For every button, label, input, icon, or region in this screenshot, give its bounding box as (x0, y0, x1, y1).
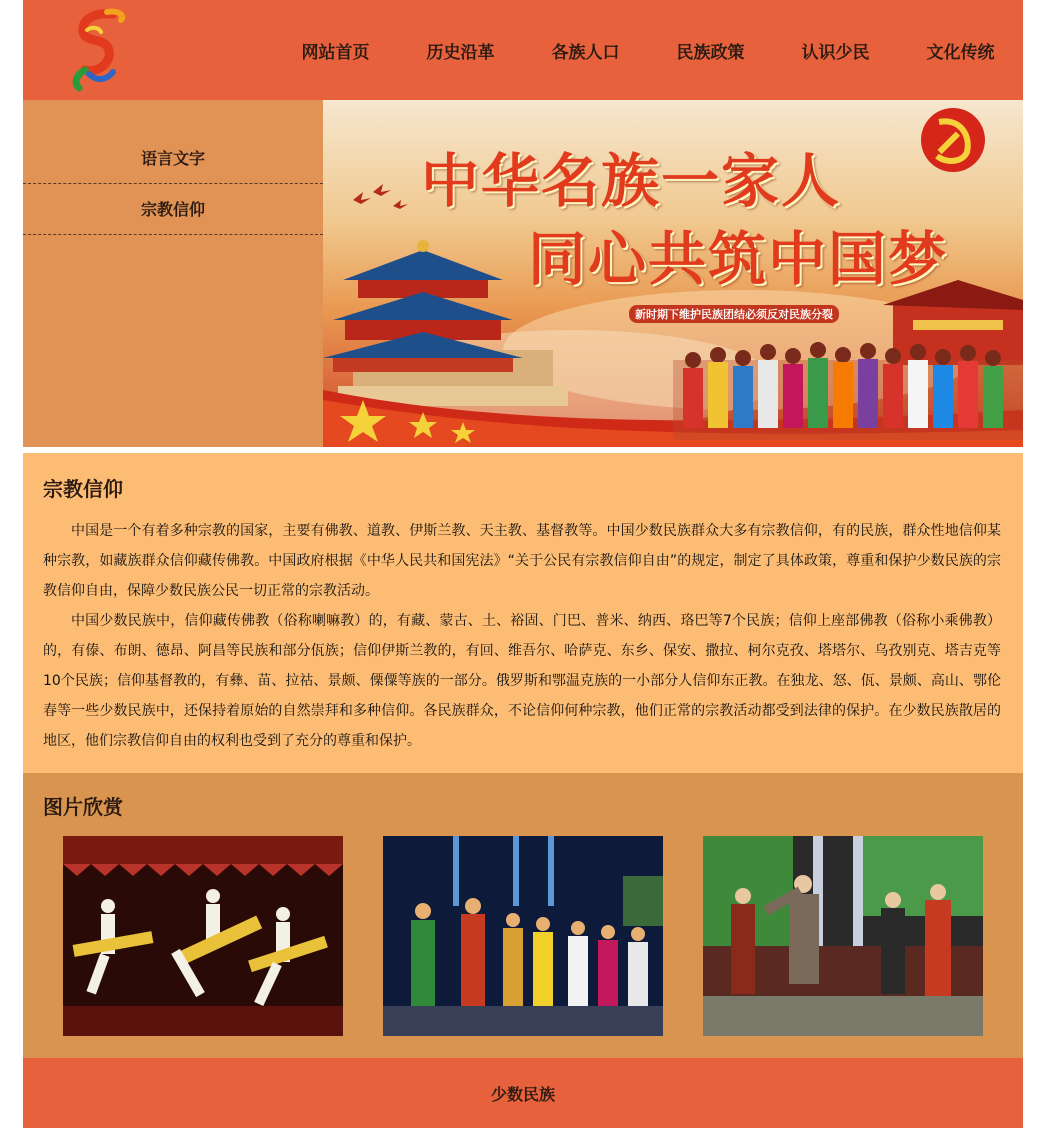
main-nav (273, 0, 1023, 100)
gallery-section (23, 773, 1023, 1058)
banner-headline-2: 同心共筑中国梦 (528, 225, 949, 293)
gallery-title: 图片欣赏 (43, 795, 123, 819)
flying-doves-icon (353, 184, 408, 209)
photo-row (43, 836, 1023, 1036)
sidebar (23, 100, 323, 447)
nav-item-population[interactable]: 各族人口 (551, 42, 620, 63)
page (23, 0, 1023, 1127)
article-paragraph-1: 中国是一个有着多种宗教的国家，主要有佛教、道教、伊斯兰教、天主教、基督教等。中国少数民族群众大多有宗教信仰，有的民族，群众性地信仰某种宗教，如藏族群众信仰藏传佛教。中国政府根据《中华人民共和国宪法》“关于公民有宗教信仰自由”的规定，制定了具体政策，尊重和保护少数民族的宗教信仰自由，保障少数民族公民一切正常的宗教活动。 (43, 523, 1001, 599)
article-title: 宗教信仰 (43, 477, 123, 501)
sidebar-item-language[interactable]: 语言文字 (23, 133, 323, 184)
hero-section (23, 100, 1023, 447)
footer (23, 1058, 1023, 1128)
nav-item-policy[interactable]: 民族政策 (676, 42, 745, 63)
banner-headline-1: 中华名族一家人 (421, 147, 842, 215)
header (23, 0, 1023, 100)
tibetan-dancers-photo[interactable] (703, 836, 983, 1036)
stage-performers-photo[interactable] (383, 836, 663, 1036)
banner (323, 100, 1023, 447)
article-section (23, 453, 1023, 773)
nav-item-culture[interactable]: 文化传统 (926, 42, 995, 63)
article-paragraph-2: 中国少数民族中，信仰藏传佛教（俗称喇嘛教）的，有藏、蒙古、土、裕固、门巴、普米、纳西、珞巴等7个民族；信仰上座部佛教（俗称小乘佛教）的，有傣、布朗、德昂、阿昌等民族和部分佤族；信仰伊斯兰教的，有回、维吾尔、哈萨克、东乡、保安、撒拉、柯尔克孜、塔塔尔、乌孜别克、塔吉克等10个民族；信仰基督教的，有彝、苗、拉祜、景颇、傈僳等族的一部分。俄罗斯和鄂温克族的一小部分人信仰东正教。在独龙、怒、佤、景颇、高山、鄂伦春等一些少数民族中，还保持着原始的自然崇拜和多种信仰。各民族群众，不论信仰何种宗教，他们正常的宗教活动都受到法律的保护。在少数民族散居的地区，他们宗教信仰自由的权利也受到了充分的尊重和保护。 (43, 613, 1001, 749)
nav-item-history[interactable]: 历史沿革 (426, 42, 495, 63)
crowd-of-people-icon (673, 342, 1023, 440)
banner-subtitle: 新时期下维护民族团结必须反对民族分裂 (629, 305, 839, 323)
drum-dancers-photo[interactable] (63, 836, 343, 1036)
footer-text: 少数民族 (490, 1084, 555, 1104)
nav-item-home[interactable]: 网站首页 (301, 42, 370, 63)
nav-item-know-minorities[interactable]: 认识少民 (801, 42, 870, 63)
stylized-5-ribbon-logo-icon[interactable] (67, 8, 127, 92)
party-emblem-icon (921, 108, 985, 172)
sidebar-item-religion[interactable]: 宗教信仰 (23, 184, 323, 235)
